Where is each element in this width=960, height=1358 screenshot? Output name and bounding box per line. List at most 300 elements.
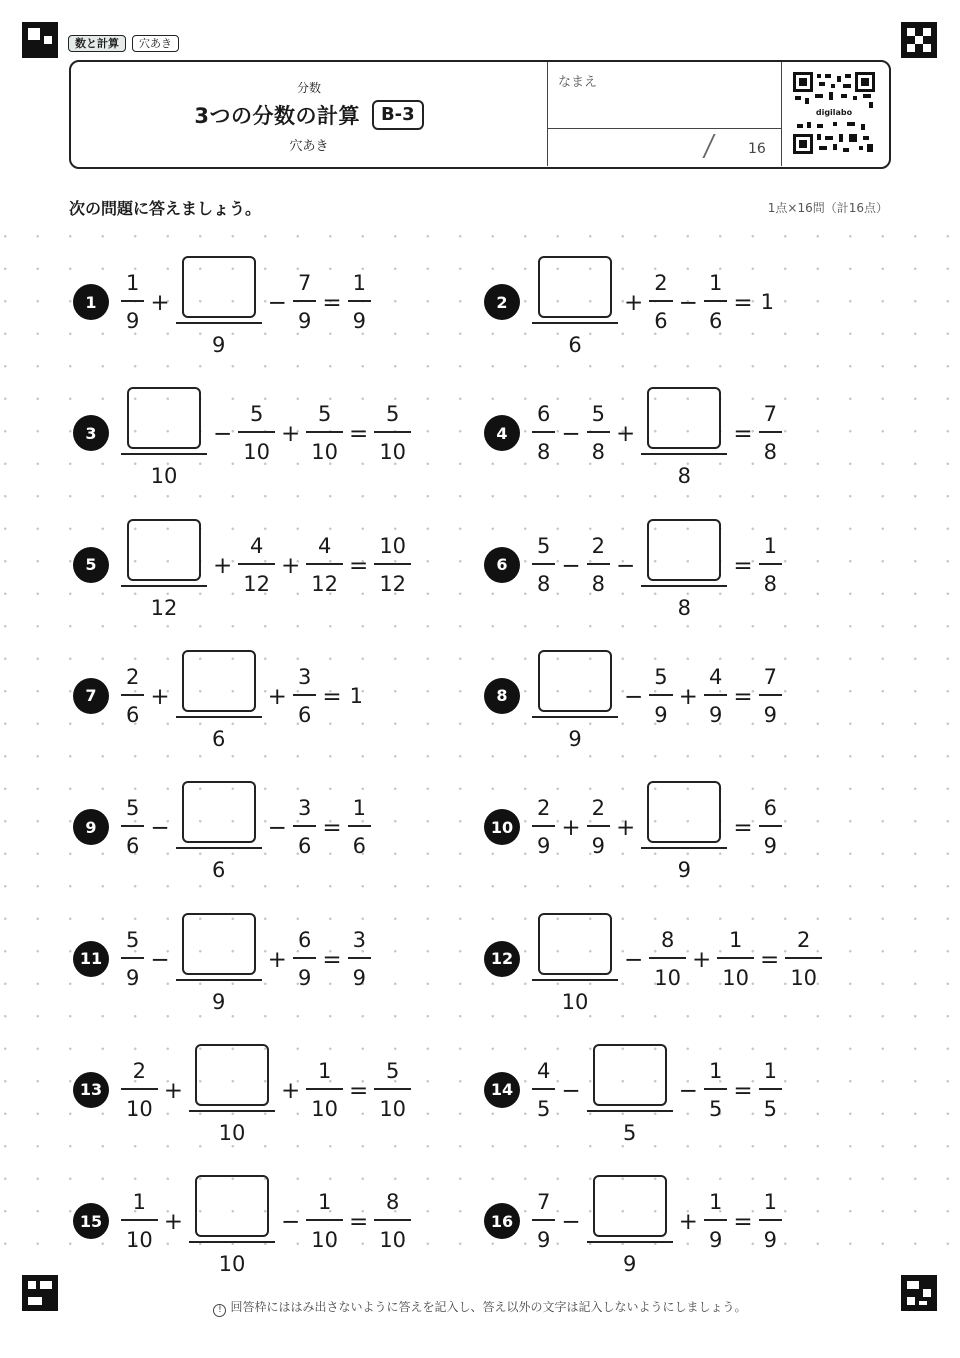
fraction-bar	[293, 694, 316, 696]
fraction-bar	[641, 585, 727, 587]
numerator: 3	[297, 664, 312, 689]
numerator: 2	[591, 796, 606, 821]
operator: +	[150, 290, 170, 316]
denominator: 9	[352, 965, 366, 990]
numerator: 2	[796, 927, 811, 952]
problem-13	[73, 1040, 413, 1145]
problem-number: 13	[73, 1072, 109, 1108]
fraction	[704, 1187, 727, 1255]
denominator: 6	[126, 834, 140, 859]
fraction-bar	[759, 1219, 782, 1221]
fraction	[649, 268, 672, 336]
numerator: 5	[591, 402, 606, 427]
numerator: 5	[126, 927, 140, 952]
score-total: 16	[748, 141, 766, 157]
fraction-bar	[176, 716, 262, 718]
denominator: 6	[211, 858, 226, 883]
numerator: 1	[763, 1190, 777, 1215]
fraction-bar	[532, 979, 618, 981]
operator: −	[561, 1077, 581, 1104]
numerator: 3	[352, 927, 366, 952]
fraction	[121, 925, 144, 993]
answer-box[interactable]	[647, 387, 721, 449]
fraction	[717, 925, 754, 993]
operator: =	[760, 946, 780, 973]
operator: =	[349, 552, 369, 579]
denominator: 6	[708, 309, 723, 333]
fraction-bar	[649, 957, 686, 959]
problem-10	[484, 777, 784, 883]
denominator: 9	[622, 1252, 637, 1277]
denominator: 5	[537, 1096, 551, 1121]
fraction-bar	[704, 300, 727, 302]
denominator: 8	[537, 440, 551, 465]
footer-note	[0, 1298, 960, 1317]
fraction	[532, 1187, 555, 1255]
denominator: 10	[126, 1096, 153, 1121]
denominator: 9	[126, 965, 140, 990]
denominator: 10	[218, 1120, 246, 1145]
problem-number: 15	[73, 1203, 109, 1239]
denominator: 10	[790, 965, 818, 990]
operator: −	[624, 683, 644, 710]
qr-code-icon	[793, 72, 875, 154]
fraction-bar	[306, 1219, 343, 1221]
fraction	[759, 1056, 782, 1124]
operator: =	[733, 1077, 753, 1104]
fraction	[121, 1056, 158, 1124]
fraction-bar	[649, 300, 672, 302]
fraction	[759, 662, 782, 730]
denominator: 6	[568, 333, 582, 357]
numerator: 1	[708, 1058, 723, 1083]
denominator: 9	[677, 858, 691, 883]
problem-12	[484, 909, 824, 1014]
numerator: 7	[537, 1190, 551, 1215]
fraction	[759, 399, 782, 467]
fraction-bar	[717, 957, 754, 959]
operator: +	[281, 421, 301, 448]
problem-number: 7	[73, 678, 109, 714]
denominator: 9	[763, 1228, 777, 1253]
problem-number: 11	[73, 941, 109, 977]
name-score-block	[547, 62, 782, 166]
answer-box[interactable]	[195, 1044, 269, 1106]
denominator: 12	[379, 571, 407, 596]
fraction-bar	[532, 825, 555, 827]
numerator: 8	[660, 927, 675, 952]
fraction-bar	[121, 1219, 158, 1221]
problem-number: 9	[73, 809, 109, 845]
denominator: 5	[622, 1120, 637, 1145]
fraction	[374, 1187, 411, 1255]
denominator: 6	[297, 702, 312, 727]
fraction-bar	[587, 825, 610, 827]
fraction-bar	[587, 563, 610, 565]
operator: =	[733, 552, 753, 579]
category-label: 分数	[296, 81, 321, 95]
denominator: 10	[379, 440, 407, 465]
fraction	[306, 1187, 343, 1255]
fraction-bar	[176, 979, 262, 981]
fraction-bar	[704, 694, 727, 696]
operator: +	[267, 683, 287, 710]
denominator: 9	[297, 965, 312, 990]
fraction-bar	[374, 1088, 411, 1090]
blank-fraction	[176, 256, 262, 360]
fraction-bar	[785, 957, 822, 959]
fraction	[374, 399, 411, 467]
info-icon: !	[213, 1304, 226, 1317]
denominator: 6	[297, 834, 312, 859]
fraction-bar	[374, 563, 411, 565]
fraction	[293, 925, 316, 993]
answer-box[interactable]	[647, 519, 721, 581]
fraction-bar	[374, 431, 411, 433]
fraction-bar	[293, 957, 316, 959]
numerator: 4	[708, 664, 723, 689]
numerator: 1	[352, 796, 366, 821]
fraction	[587, 793, 610, 861]
blank-fraction	[641, 781, 727, 885]
numerator: 5	[385, 1058, 400, 1083]
denominator: 12	[311, 571, 339, 596]
numerator: 1	[708, 271, 723, 295]
fraction	[759, 531, 782, 599]
operator: −	[616, 552, 636, 579]
operator: −	[150, 815, 170, 842]
blank-fraction	[532, 913, 618, 1017]
fraction	[704, 1056, 727, 1124]
denominator: 10	[311, 440, 339, 465]
level-badge: B-3	[372, 100, 424, 130]
problem-11	[73, 909, 373, 1014]
operator: =	[733, 421, 753, 448]
fraction	[293, 793, 316, 861]
denominator: 9	[708, 1228, 723, 1253]
denominator: 9	[126, 309, 140, 333]
page-title: 3つの分数の計算	[194, 104, 360, 128]
fraction	[649, 925, 686, 993]
corner-marker-icon	[901, 22, 937, 58]
fraction-bar	[532, 1088, 555, 1090]
operator: +	[163, 1209, 184, 1236]
answer-box[interactable]	[538, 650, 612, 712]
fraction	[238, 399, 275, 467]
fraction-bar	[704, 1088, 727, 1090]
fraction	[704, 268, 727, 336]
fraction	[121, 793, 144, 861]
blank-fraction	[587, 1175, 673, 1279]
blank-fraction	[189, 1044, 275, 1148]
fraction-bar	[587, 431, 610, 433]
blank-fraction	[176, 913, 262, 1017]
fraction-bar	[176, 847, 262, 849]
blank-fraction	[121, 387, 207, 491]
fraction	[532, 531, 555, 599]
numerator: 4	[537, 1058, 551, 1083]
blank-fraction	[532, 650, 618, 754]
denominator: 9	[591, 834, 606, 859]
fraction-bar	[759, 431, 782, 433]
title-block	[71, 62, 547, 166]
numerator: 5	[249, 402, 264, 427]
fraction-bar	[374, 1219, 411, 1221]
denominator: 8	[537, 571, 551, 596]
operator: +	[616, 815, 636, 842]
answer-box[interactable]	[127, 387, 201, 449]
answer-box[interactable]	[182, 781, 256, 843]
denominator: 6	[211, 726, 226, 751]
title-row	[71, 100, 547, 130]
fraction-bar	[238, 431, 275, 433]
denominator: 9	[537, 834, 551, 859]
operator: +	[150, 683, 170, 710]
fraction-bar	[532, 563, 555, 565]
fraction-bar	[121, 585, 207, 587]
numerator: 6	[763, 796, 777, 821]
numerator: 1	[763, 533, 777, 558]
fraction	[704, 662, 727, 730]
fraction	[121, 268, 144, 336]
operator: +	[678, 683, 698, 710]
worksheet-header	[69, 60, 891, 169]
fraction-bar	[704, 1219, 727, 1221]
fraction-bar	[176, 322, 262, 324]
operator: =	[733, 683, 753, 710]
fraction	[121, 1187, 158, 1255]
operator: +	[692, 946, 712, 973]
operator: +	[281, 1077, 301, 1104]
whole-number: 1	[349, 683, 363, 708]
denominator: 6	[654, 309, 668, 333]
numerator: 2	[591, 533, 606, 558]
denominator: 9	[352, 309, 366, 333]
tag-variant: 穴あき	[132, 35, 179, 52]
name-label: なまえ	[558, 75, 598, 90]
fraction	[532, 793, 555, 861]
blank-fraction	[532, 256, 618, 360]
denominator: 9	[708, 702, 723, 727]
operator: =	[733, 815, 753, 842]
fraction-bar	[293, 825, 316, 827]
fraction-bar	[348, 825, 371, 827]
problem-8	[484, 646, 784, 751]
problem-number: 6	[484, 547, 520, 583]
numerator: 7	[763, 664, 777, 689]
answer-box[interactable]	[195, 1175, 269, 1237]
fraction	[374, 1056, 411, 1124]
numerator: 1	[317, 1190, 332, 1215]
fraction-bar	[121, 453, 207, 455]
problem-number: 3	[73, 415, 109, 451]
denominator: 10	[126, 1228, 153, 1253]
fraction	[293, 268, 316, 336]
fraction-bar	[532, 431, 555, 433]
denominator: 10	[654, 965, 682, 990]
fraction-bar	[306, 563, 343, 565]
denominator: 10	[150, 464, 178, 489]
problem-14	[484, 1040, 784, 1145]
fraction	[649, 662, 672, 730]
denominator: 9	[763, 834, 777, 859]
operator: =	[322, 815, 342, 842]
operator: +	[561, 815, 581, 842]
denominator: 10	[243, 440, 271, 465]
operator: =	[733, 1209, 753, 1236]
answer-box[interactable]	[593, 1044, 667, 1106]
fraction-bar	[121, 957, 144, 959]
denominator: 10	[379, 1096, 407, 1121]
numerator: 8	[385, 1190, 400, 1215]
fraction-bar	[238, 563, 275, 565]
problem-5	[73, 515, 413, 620]
operator: −	[150, 946, 170, 973]
operator: +	[281, 552, 301, 579]
fraction-bar	[293, 300, 316, 302]
operator: +	[624, 290, 644, 316]
fraction	[348, 793, 371, 861]
problem-number: 5	[73, 547, 109, 583]
operator: +	[213, 552, 233, 579]
operator: −	[267, 290, 287, 316]
numerator: 1	[708, 1190, 723, 1215]
answer-box[interactable]	[593, 1175, 667, 1237]
fraction	[238, 531, 275, 599]
fraction-bar	[532, 716, 618, 718]
fraction-bar	[121, 300, 144, 302]
fraction-bar	[189, 1241, 275, 1243]
numerator: 4	[249, 533, 264, 558]
fraction-bar	[587, 1241, 673, 1243]
operator: −	[281, 1209, 301, 1236]
blank-fraction	[641, 387, 727, 491]
fraction-bar	[587, 1110, 673, 1112]
fraction-bar	[348, 957, 371, 959]
denominator: 12	[150, 595, 178, 620]
numerator: 5	[537, 533, 551, 558]
denominator: 12	[243, 571, 271, 596]
denominator: 9	[537, 1228, 551, 1253]
fraction	[785, 925, 822, 993]
operator: −	[678, 1077, 698, 1104]
numerator: 7	[763, 402, 777, 427]
denominator: 9	[568, 726, 582, 751]
fraction	[348, 925, 371, 993]
problem-number: 2	[484, 284, 520, 320]
blank-fraction	[641, 519, 727, 623]
points-info: 1点×16問（計16点）	[767, 201, 888, 215]
numerator: 5	[317, 402, 332, 427]
fraction-bar	[121, 694, 144, 696]
problem-number: 14	[484, 1072, 520, 1108]
fraction-bar	[532, 322, 618, 324]
numerator: 1	[352, 271, 366, 295]
operator: =	[349, 1209, 369, 1236]
operator: −	[561, 552, 581, 579]
problem-number: 1	[73, 284, 109, 320]
operator: −	[678, 290, 698, 316]
fraction-bar	[121, 825, 144, 827]
denominator: 8	[763, 571, 777, 596]
operator: =	[322, 946, 342, 973]
answer-box[interactable]	[538, 256, 612, 318]
blank-fraction	[189, 1175, 275, 1279]
fraction	[374, 531, 411, 599]
numerator: 7	[297, 271, 312, 295]
operator: =	[322, 683, 342, 710]
numerator: 1	[132, 1190, 147, 1215]
numerator: 3	[297, 796, 312, 821]
numerator: 10	[379, 533, 407, 558]
fraction	[759, 1187, 782, 1255]
numerator: 1	[728, 927, 743, 952]
fraction-bar	[121, 1088, 158, 1090]
numerator: 1	[317, 1058, 332, 1083]
denominator: 8	[591, 571, 606, 596]
problem-6	[484, 515, 784, 620]
denominator: 8	[763, 440, 777, 465]
answer-box[interactable]	[182, 913, 256, 975]
operator: +	[267, 946, 287, 973]
denominator: 9	[211, 989, 226, 1014]
answer-box[interactable]	[182, 650, 256, 712]
denominator: 10	[218, 1252, 246, 1277]
operator: −	[213, 421, 233, 448]
qr-label: digilabo	[815, 108, 853, 117]
denominator: 10	[561, 989, 589, 1014]
answer-box[interactable]	[182, 256, 256, 318]
problem-1	[73, 252, 373, 357]
operator: −	[561, 1209, 581, 1236]
operator: −	[267, 815, 287, 842]
numerator: 1	[763, 1058, 777, 1083]
operator: −	[624, 946, 644, 973]
answer-box[interactable]	[538, 913, 612, 975]
numerator: 1	[126, 271, 140, 295]
fraction-bar	[759, 825, 782, 827]
fraction	[587, 399, 610, 467]
denominator: 8	[591, 440, 606, 465]
operator: −	[561, 421, 581, 448]
numerator: 6	[537, 402, 551, 427]
problem-number: 4	[484, 415, 520, 451]
answer-box[interactable]	[647, 781, 721, 843]
fraction-bar	[306, 1088, 343, 1090]
numerator: 4	[317, 533, 332, 558]
denominator: 10	[379, 1228, 407, 1253]
fraction-bar	[306, 431, 343, 433]
blank-fraction	[176, 781, 262, 885]
numerator: 6	[297, 927, 312, 952]
problem-number: 10	[484, 809, 520, 845]
operator: =	[349, 421, 369, 448]
blank-fraction	[176, 650, 262, 754]
problem-7	[73, 646, 367, 751]
fraction	[532, 399, 555, 467]
problem-16	[484, 1171, 784, 1277]
problem-3	[73, 383, 413, 489]
operator: =	[322, 290, 342, 316]
answer-box[interactable]	[127, 519, 201, 581]
fraction-bar	[532, 1219, 555, 1221]
fraction-bar	[189, 1110, 275, 1112]
blank-fraction	[587, 1044, 673, 1148]
fraction	[532, 1056, 555, 1124]
denominator: 8	[677, 464, 691, 489]
fraction-bar	[641, 453, 727, 455]
denominator: 9	[654, 702, 668, 727]
